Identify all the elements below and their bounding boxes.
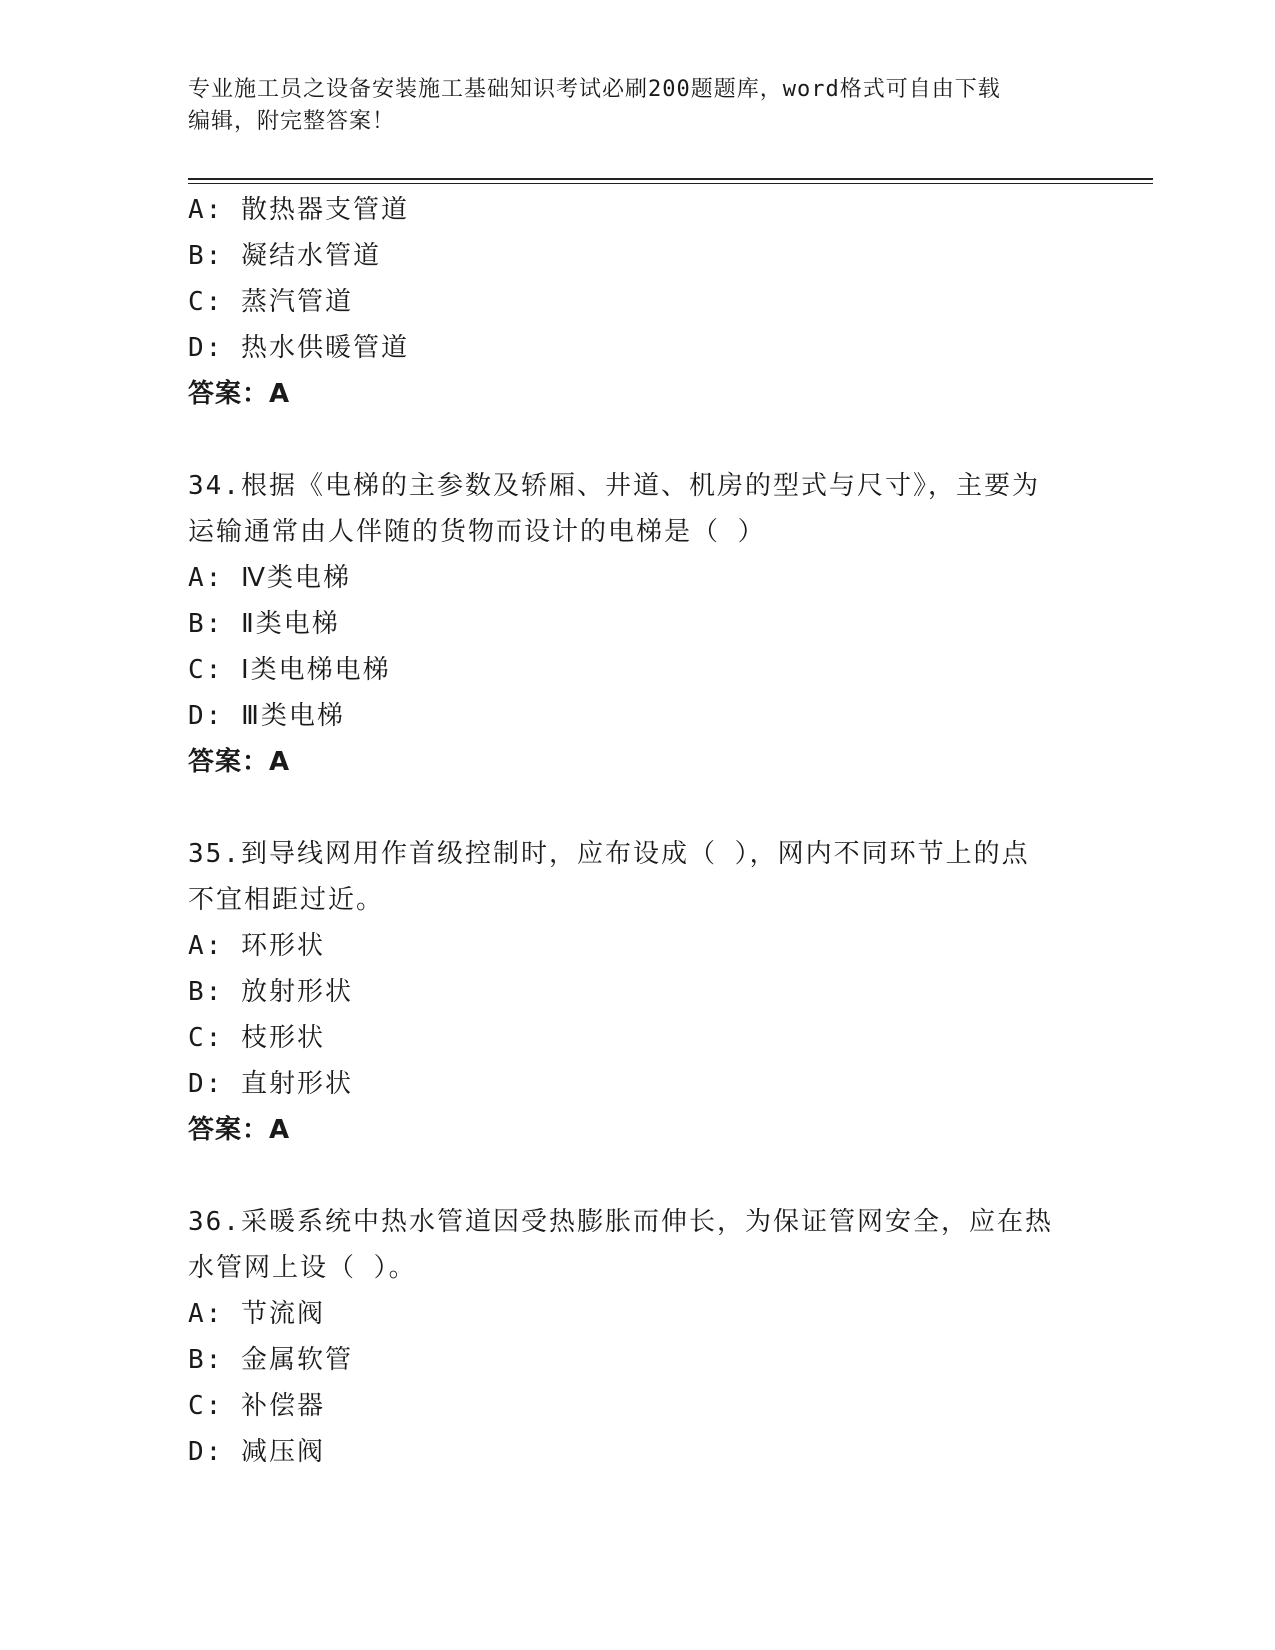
spacer (188, 1153, 1088, 1199)
answer: 答案：A (188, 1115, 291, 1145)
question-stem-continued: 水管网上设（ ）。 (188, 1253, 417, 1283)
answer: 答案：A (188, 379, 291, 409)
option-c: C: 枝形状 (188, 1023, 325, 1053)
option-b: B: 金属软管 (188, 1345, 353, 1375)
spacer (188, 417, 1088, 463)
question-34 (188, 463, 1088, 785)
option-a: A: 环形状 (188, 931, 325, 961)
option-b: B: 放射形状 (188, 977, 353, 1007)
question-stem: 35.到导线网用作首级控制时，应布设成（ ），网内不同环节上的点 (188, 839, 1030, 869)
option-c: C: Ⅰ类电梯电梯 (188, 655, 391, 685)
question-36 (188, 1199, 1088, 1475)
spacer (188, 785, 1088, 831)
option-d: D: Ⅲ类电梯 (188, 701, 345, 731)
question-stem-continued: 不宜相距过近。 (188, 885, 385, 915)
option-a: A: 节流阀 (188, 1299, 325, 1329)
header-divider (188, 178, 1153, 184)
answer: 答案：A (188, 747, 291, 777)
option-c: C: 蒸汽管道 (188, 287, 353, 317)
question-list (188, 187, 1088, 1475)
document-header (188, 74, 1088, 138)
question-stem: 36.采暖系统中热水管道因受热膨胀而伸长，为保证管网安全，应在热 (188, 1207, 1053, 1237)
document-title-line-2: 编辑，附完整答案！ (188, 109, 396, 134)
option-c: C: 补偿器 (188, 1391, 325, 1421)
option-a: A: Ⅳ类电梯 (188, 563, 351, 593)
option-d: D: 直射形状 (188, 1069, 353, 1099)
question-stem-continued: 运输通常由人伴随的货物而设计的电梯是（ ） (188, 517, 766, 547)
option-a: A: 散热器支管道 (188, 195, 409, 225)
document-title-line-1: 专业施工员之设备安装施工基础知识考试必刷200题题库，word格式可自由下载 (188, 77, 1001, 102)
option-b: B: Ⅱ类电梯 (188, 609, 340, 639)
option-d: D: 减压阀 (188, 1437, 325, 1467)
question-33 (188, 187, 1088, 417)
question-stem: 34.根据《电梯的主参数及轿厢、井道、机房的型式与尺寸》，主要为 (188, 471, 1040, 501)
question-35 (188, 831, 1088, 1153)
option-b: B: 凝结水管道 (188, 241, 381, 271)
option-d: D: 热水供暖管道 (188, 333, 409, 363)
